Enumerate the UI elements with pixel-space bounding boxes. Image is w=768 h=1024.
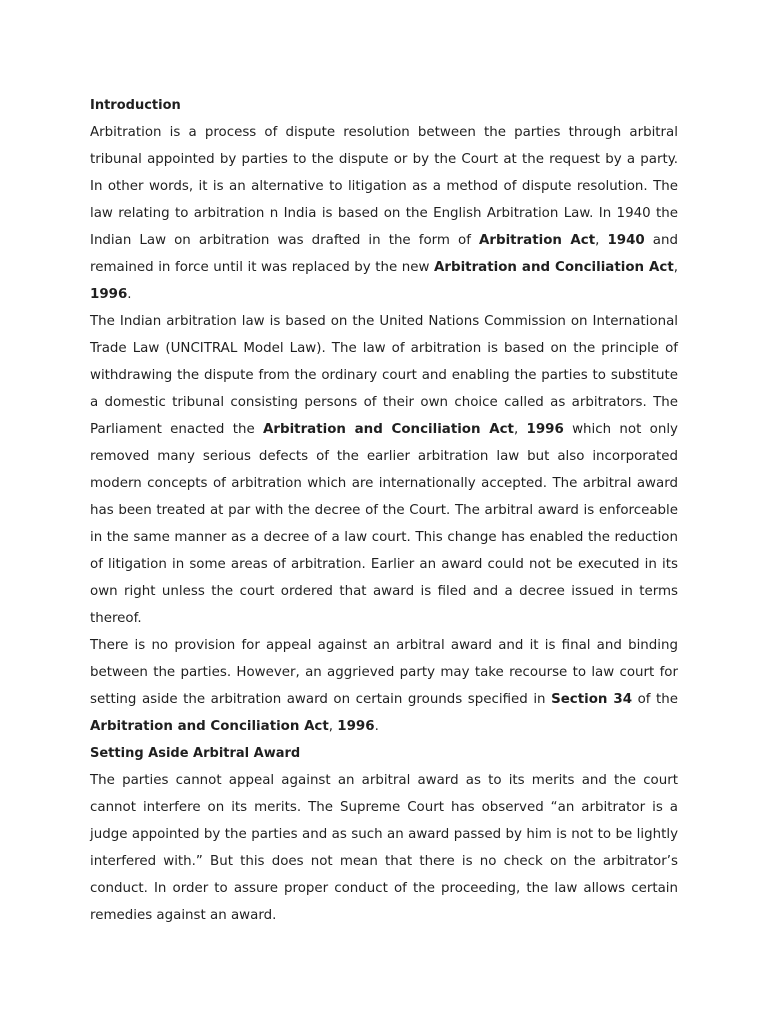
bold-arbitration-conciliation-act: Arbitration and Conciliation Act [90,719,329,734]
bold-year-1940: 1940 [607,233,645,248]
bold-arbitration-conciliation-act: Arbitration and Conciliation Act [263,422,514,437]
paragraph-no-appeal: There is no provision for appeal against an arbitral award and it is final and binding between the parties. However, an aggrieved party may take recourse to law court for setting aside the arbitration award on certain grounds specified in Section 34 of the Arbitration and Conciliation Act, 1996. [90,638,678,734]
bold-year-1996: 1996 [526,422,564,437]
bold-arbitration-conciliation-act: Arbitration and Conciliation Act [434,260,674,275]
bold-year-1996: 1996 [337,719,375,734]
paragraph-setting-aside: The parties cannot appeal against an arbitral award as to its merits and the court cannot interfere on its merits. The Supreme Court has observed “an arbitrator is a judge appointed by the parties and as such an award passed by him is not to be lightly interfered with.” But this does not mean that there is no check on the arbitrator’s conduct. In order to assure proper conduct of the proceeding, the law allows certain remedies against an award. [90,773,678,923]
heading-introduction: Introduction [90,98,181,113]
paragraph-arbitration-definition: Arbitration is a process of dispute resolution between the parties through arbitral tribunal appointed by parties to the dispute or by the Court at the request by a party. In other words, it is an alternative to litigation as a method of dispute resolution. The law relating to arbitration n India is based on the English Arbitration Law. In 1940 the Indian Law on arbitration was drafted in the form of Arbitration Act, 1940 and remained in force until it was replaced by the new Arbitration and Conciliation Act, 1996. [90,125,678,302]
bold-year-1996: 1996 [90,287,128,302]
paragraph-uncitral-model-law: The Indian arbitration law is based on the United Nations Commission on International Trade Law (UNCITRAL Model Law). The law of arbitration is based on the principle of withdrawing the dispute from the ordinary court and enabling the parties to substitute a domestic tribunal consisting persons of their own choice called as arbitrators. The Parliament enacted the Arbitration and Conciliation Act, 1996 which not only removed many serious defects of the earlier arbitration law but also incorporated modern concepts of arbitration which are internationally accepted. The arbitral award has been treated at par with the decree of the Court. The arbitral award is enforceable in the same manner as a decree of a law court. This change has enabled the reduction of litigation in some areas of arbitration. Earlier an award could not be executed in its own right unless the court ordered that award is filed and a decree issued in terms thereof. [90,314,678,626]
bold-arbitration-act: Arbitration Act [479,233,596,248]
bold-section-34: Section 34 [551,692,633,707]
heading-setting-aside-arbitral-award: Setting Aside Arbitral Award [90,746,301,761]
